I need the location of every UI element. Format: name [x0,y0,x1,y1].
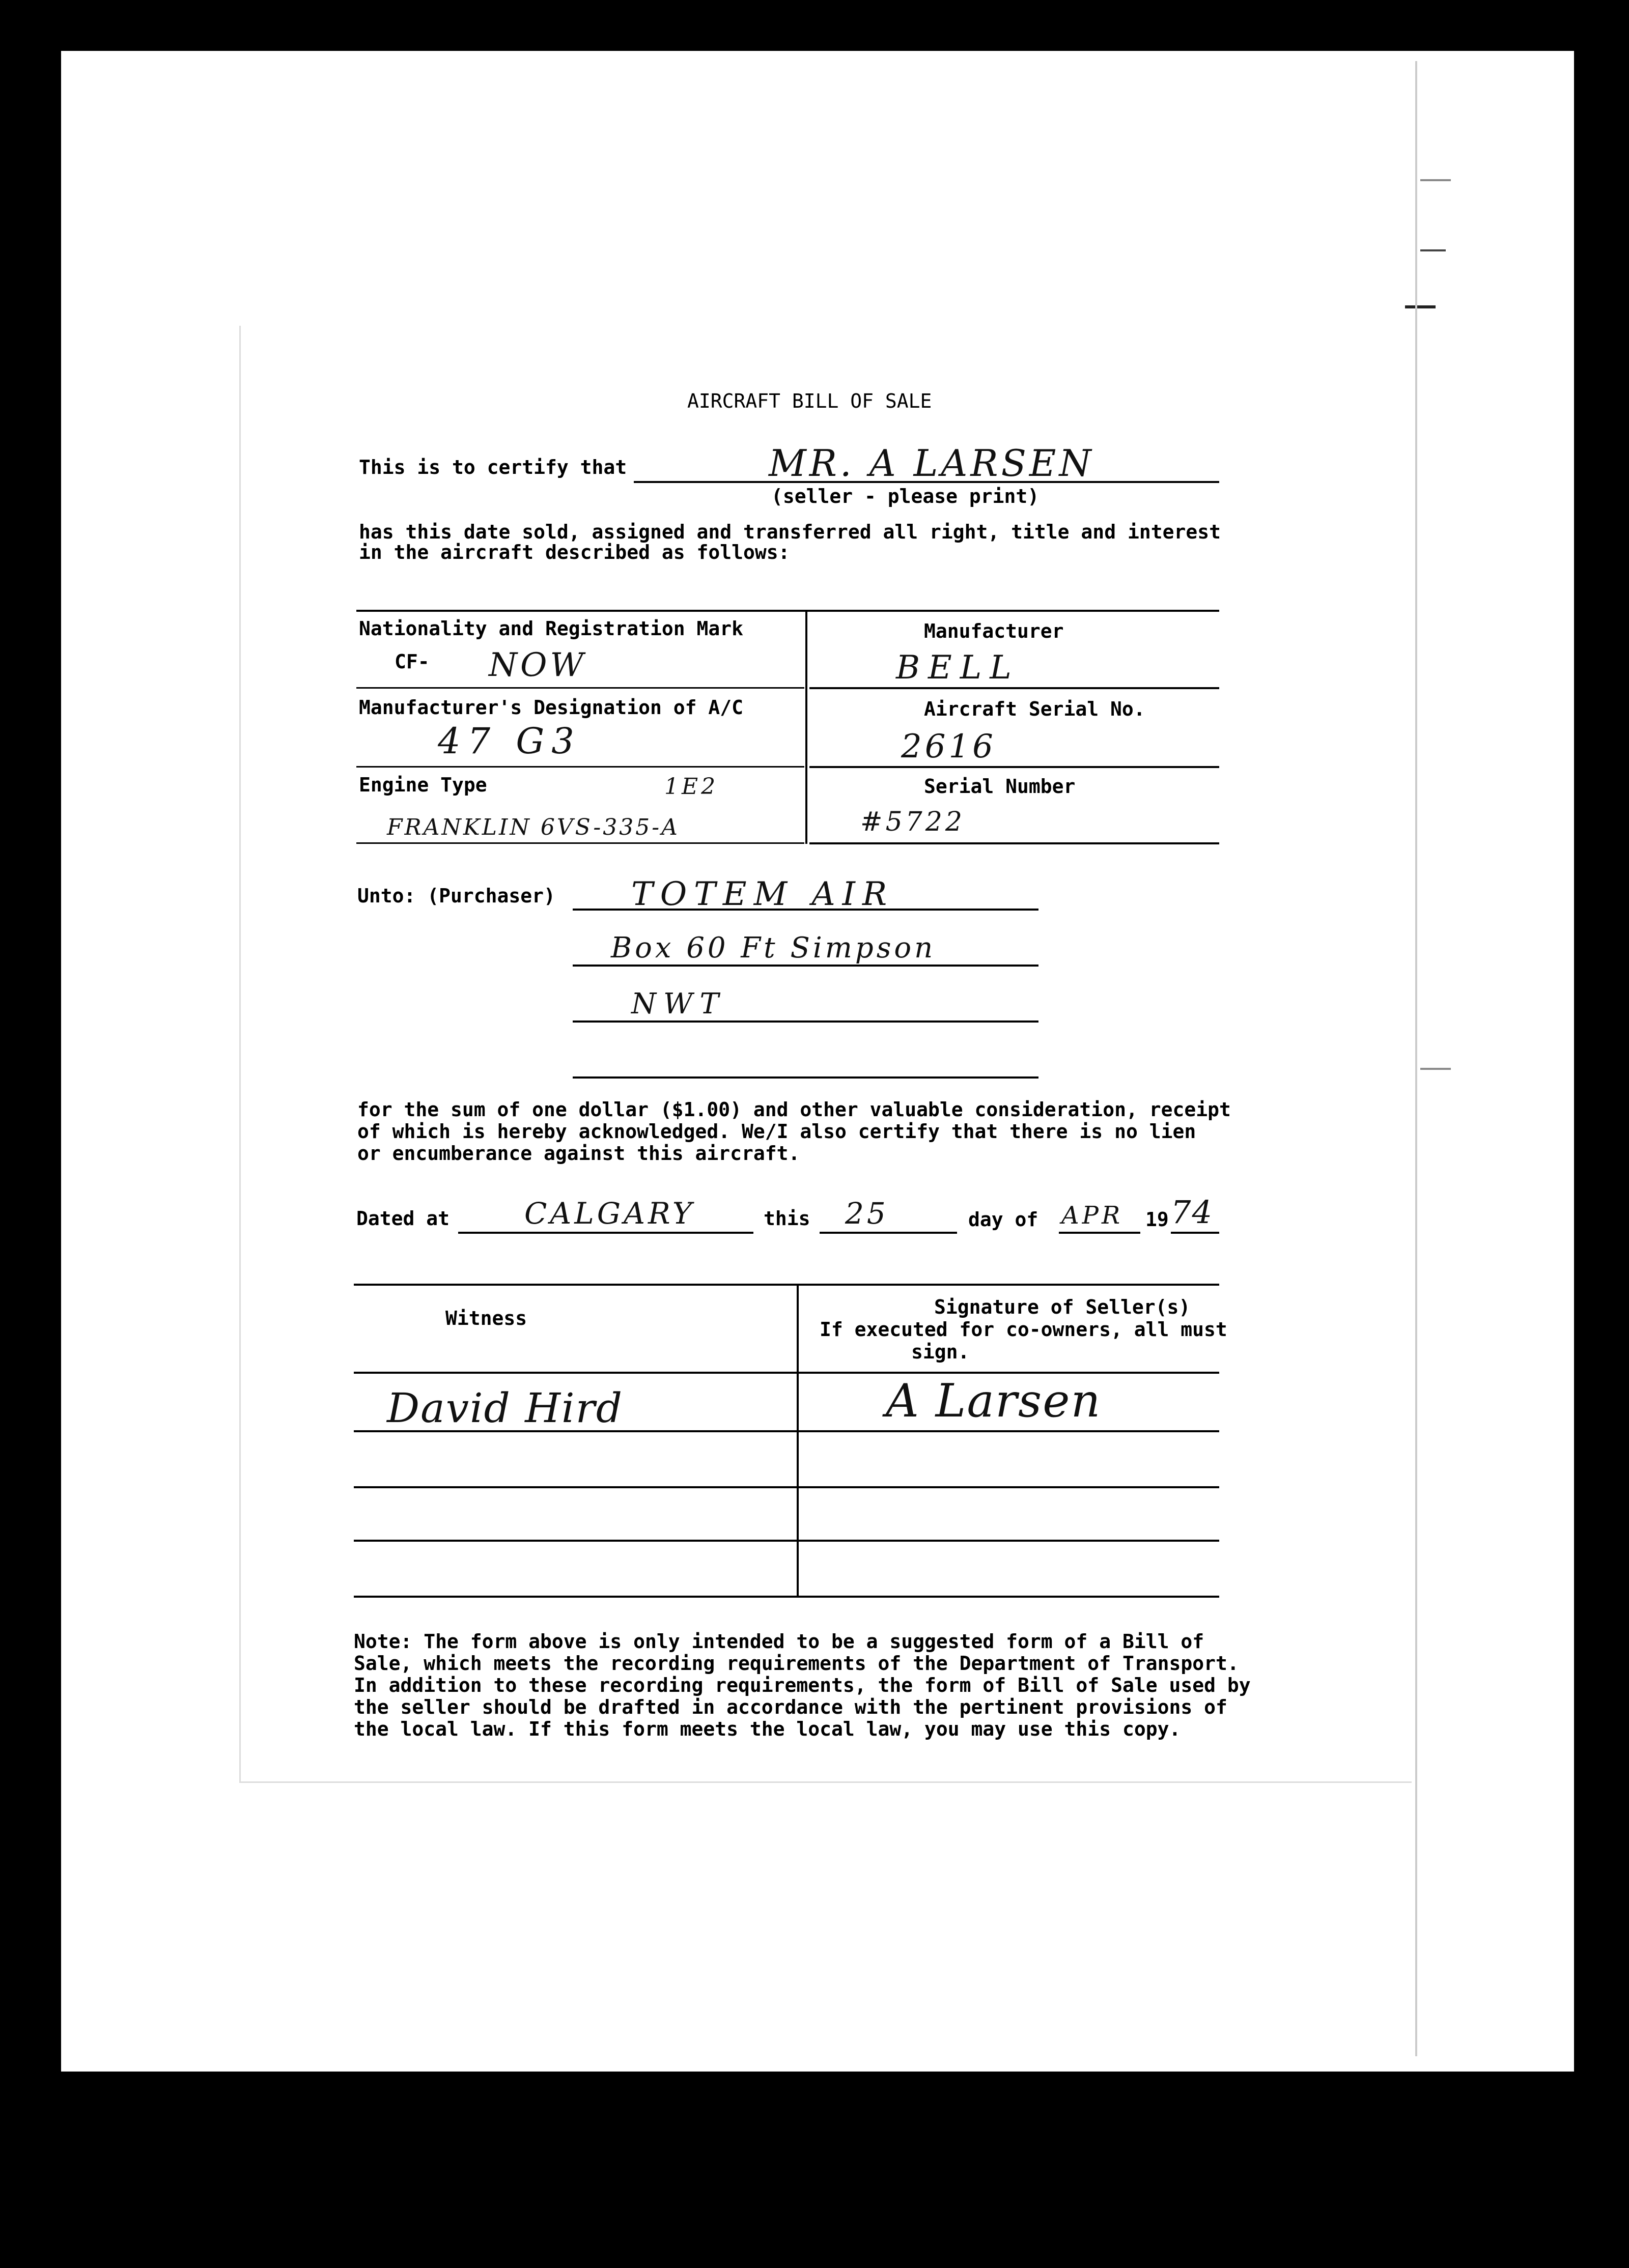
serial-value: 2616 [901,728,996,766]
table-divider [805,610,807,844]
engine-serial-value: #5722 [860,807,965,837]
note-line-5: the local law. If this form meets the local law, you may use this copy. [354,1718,1181,1740]
manufacturer-label: Manufacturer [924,620,1064,642]
dated-label: Dated at [356,1207,450,1230]
table-rule-4 [809,842,1219,844]
serial-label: Aircraft Serial No. [924,698,1145,720]
place-underline [458,1232,753,1234]
month-underline [1059,1232,1140,1234]
note-line-1: Note: The form above is only intended to be a suggested form of a Bill of [354,1630,1204,1653]
table-top-rule [356,610,1219,612]
scan-mark [1420,179,1451,181]
form-title: AIRCRAFT BILL OF SALE [687,390,932,412]
engine-serial-label: Serial Number [924,775,1076,798]
seller-sig-label-1: Signature of Seller(s) [934,1296,1191,1318]
dated-year-suffix: 74 [1171,1194,1213,1231]
purchaser-label: Unto: (Purchaser) [357,885,555,907]
seller-sig-label-2: If executed for co-owners, all must [820,1318,1227,1341]
note-line-3: In addition to these recording requirements, the form of Bill of Sale used by [354,1674,1251,1696]
sig-rule-1 [354,1372,1219,1374]
sig-table-divider [797,1284,799,1597]
nationality-label: Nationality and Registration Mark [359,617,743,640]
sig-rule-4 [354,1540,1219,1542]
engine-underline [356,842,804,844]
table-rule-3 [809,766,1219,768]
reg-value: NOW [489,646,587,684]
year-prefix: 19 [1145,1208,1169,1231]
scan-mark [1415,61,1417,2056]
designation-value: 47 G3 [438,720,581,762]
scan-mark [1420,249,1446,251]
seller-hint: (seller - please print) [771,485,1040,507]
scan-mark [1420,1068,1451,1070]
scan-mark [1405,305,1436,308]
designation-label: Manufacturer's Designation of A/C [359,696,743,719]
day-underline [820,1232,957,1234]
sig-rule-3 [354,1486,1219,1488]
designation-underline [356,766,804,768]
witness-label: Witness [445,1307,527,1329]
consideration-text-2: of which is hereby acknowledged. We/I also certify that there is no lien [357,1120,1196,1143]
dated-place: CALGARY [524,1196,695,1231]
engine-value: FRANKLIN 6VS-335-A [387,814,680,840]
seller-sig-label-3: sign. [911,1341,970,1363]
sig-table-top [354,1284,1219,1286]
manufacturer-value: BELL [896,649,1020,687]
seller-signature: A Larsen [886,1374,1102,1428]
dated-day: 25 [845,1196,889,1231]
reg-prefix: CF- [395,650,430,673]
seller-name: MR. A LARSEN [769,442,1094,485]
engine-label: Engine Type [359,774,487,796]
this-label: this [764,1207,810,1230]
purchaser-name: TOTEM AIR [631,875,894,913]
reg-underline [356,687,804,689]
consideration-text-3: or encumberance against this aircraft. [357,1142,800,1165]
sig-table-bottom [354,1596,1219,1598]
year-underline [1171,1232,1219,1234]
purchaser-line-4 [573,1076,1038,1079]
table-rule-2 [809,687,1219,689]
purchaser-line-2 [573,965,1038,967]
engine-note: 1E2 [664,774,719,800]
day-of-label: day of [968,1208,1038,1231]
consideration-text-1: for the sum of one dollar ($1.00) and other valuable consideration, receipt [357,1098,1231,1121]
purchaser-territory: NWT [631,987,726,1020]
dated-month: APR [1061,1201,1124,1230]
transfer-text-2: in the aircraft described as follows: [359,541,790,563]
note-line-4: the seller should be drafted in accordance with the pertinent provisions of [354,1696,1227,1718]
note-line-2: Sale, which meets the recording requirements of the Department of Transport. [354,1652,1239,1675]
witness-signature: David Hird [387,1384,624,1432]
purchaser-line-3 [573,1020,1038,1023]
certify-label: This is to certify that [359,456,627,478]
purchaser-address: Box 60 Ft Simpson [611,931,936,965]
transfer-text-1: has this date sold, assigned and transferred all right, title and interest [359,521,1221,543]
